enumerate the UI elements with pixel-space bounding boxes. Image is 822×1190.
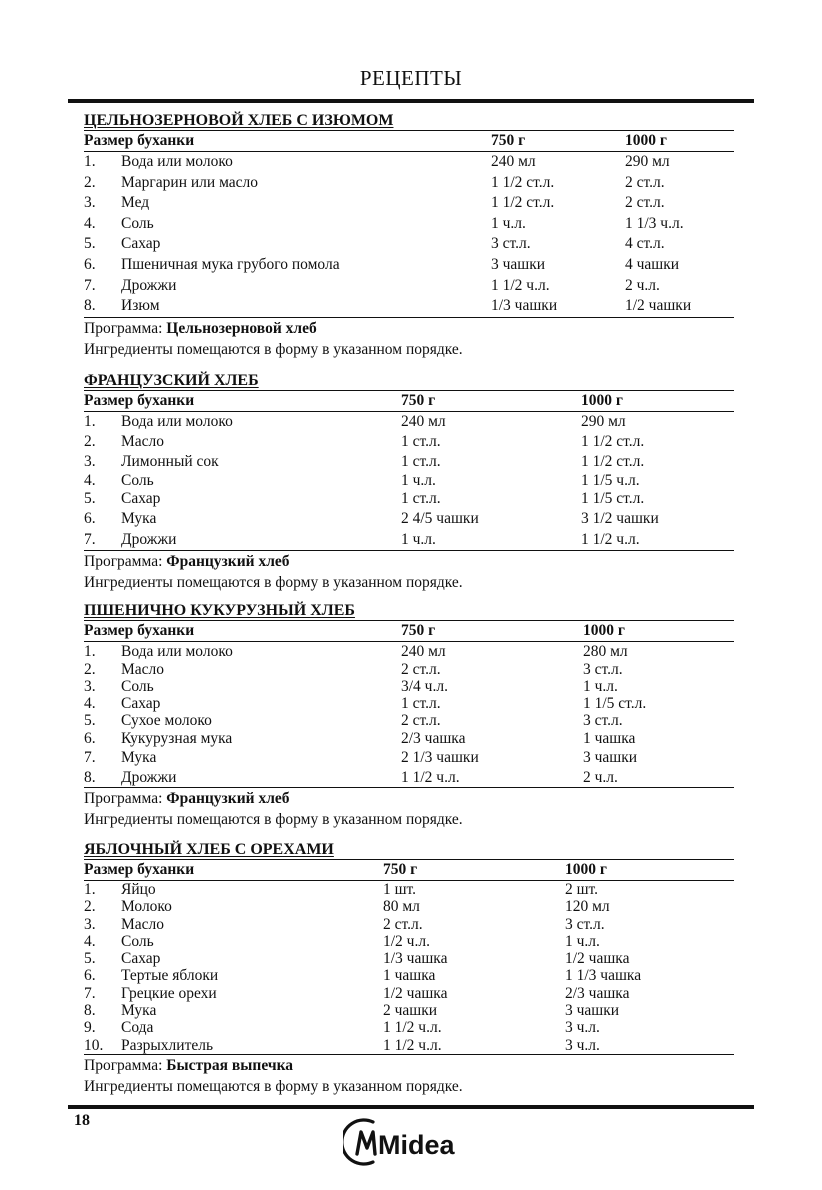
table-row — [84, 748, 734, 768]
recipe-title: ПШЕНИЧНО КУКУРУЗНЫЙ ХЛЕБ — [84, 602, 355, 619]
table-row — [84, 1019, 734, 1036]
amount-750: 2 1/3 чашки — [401, 749, 479, 766]
program-label: Программа: — [84, 553, 167, 570]
amount-750: 1 ст.л. — [401, 490, 441, 507]
header-750: 750 г — [491, 132, 526, 149]
table-row — [84, 234, 734, 255]
ingredients-table — [84, 859, 734, 1055]
recipe-title: ЦЕЛЬНОЗЕРНОВОЙ ХЛЕБ С ИЗЮМОМ — [84, 112, 394, 129]
header-1000: 1000 г — [583, 622, 625, 639]
table-body — [84, 412, 734, 550]
recipe-section — [84, 841, 734, 1097]
ingredient-name: Сода — [121, 1019, 154, 1037]
ingredient-name: Лимонный сок — [121, 453, 219, 470]
program-label: Программа: — [84, 1056, 167, 1074]
amount-1000: 1 ч.л. — [583, 678, 618, 695]
amount-750: 2 чашки — [383, 1002, 438, 1020]
amount-750: 1/3 чашки — [491, 297, 558, 315]
header-loaf-size: Размер буханки — [84, 392, 195, 409]
ingredient-name: Дрожжи — [121, 769, 177, 786]
table-row — [84, 712, 734, 729]
ingredient-number: 3. — [84, 453, 96, 470]
table-row — [84, 276, 734, 297]
table-header — [84, 621, 734, 642]
amount-1000: 2 ст.л. — [625, 194, 665, 212]
ingredient-name: Пшеничная мука грубого помола — [121, 255, 340, 273]
amount-1000: 290 мл — [625, 153, 670, 170]
ingredient-number: 5. — [84, 712, 96, 729]
table-row — [84, 432, 734, 451]
amount-1000: 290 мл — [581, 413, 626, 430]
amount-750: 1 ст.л. — [401, 453, 441, 470]
amount-750: 1 1/2 ч.л. — [383, 1019, 442, 1037]
ingredient-name: Дрожжи — [121, 276, 177, 294]
ingredient-name: Яйцо — [121, 881, 156, 898]
table-row — [84, 642, 734, 661]
recipe-title: ФРАНЦУЗСКИЙ ХЛЕБ — [84, 372, 259, 389]
program-name: Быстрая выпечка — [166, 1056, 294, 1074]
amount-750: 1 1/2 ч.л. — [491, 276, 550, 294]
table-body — [84, 881, 734, 1054]
ingredient-number: 4. — [84, 472, 96, 489]
table-row — [84, 489, 734, 508]
ingredients-table — [84, 390, 734, 551]
amount-750: 1/2 ч.л. — [383, 932, 430, 950]
amount-1000: 2 ч.л. — [583, 769, 618, 786]
amount-1000: 1 1/5 ч.л. — [581, 472, 640, 489]
amount-750: 240 мл — [401, 413, 446, 430]
table-row — [84, 916, 734, 933]
amount-750: 1 1/2 ст.л. — [491, 173, 555, 191]
ingredient-number: 6. — [84, 730, 96, 747]
ingredient-number: 7. — [84, 749, 96, 766]
ingredient-name: Мед — [121, 194, 150, 212]
program-line — [84, 788, 734, 809]
amount-750: 240 мл — [401, 643, 446, 660]
table-row — [84, 695, 734, 712]
amount-750: 3 чашки — [491, 255, 546, 273]
bottom-rule — [68, 1105, 754, 1109]
amount-750: 80 мл — [383, 898, 420, 916]
midea-logo — [343, 1118, 483, 1166]
ingredient-number: 7. — [84, 531, 96, 548]
ingredient-name: Мука — [121, 1002, 157, 1020]
table-row — [84, 933, 734, 950]
page-title: РЕЦЕПТЫ — [359, 66, 463, 90]
amount-750: 1 ч.л. — [401, 472, 436, 489]
ingredient-name: Вода или молоко — [121, 413, 233, 430]
header-loaf-size: Размер буханки — [84, 132, 195, 149]
amount-750: 1 1/2 ч.л. — [383, 1036, 442, 1054]
amount-750: 1 ч.л. — [401, 531, 436, 548]
ingredient-name: Масло — [121, 433, 165, 450]
ingredient-name: Сухое молоко — [121, 712, 212, 729]
program-line — [84, 1055, 734, 1076]
table-row — [84, 898, 734, 915]
table-row — [84, 1037, 734, 1054]
ingredient-number: 9. — [84, 1019, 96, 1037]
table-row — [84, 472, 734, 489]
table-row — [84, 508, 734, 529]
ingredient-name: Соль — [121, 932, 154, 950]
table-row — [84, 214, 734, 235]
ingredient-name: Разрыхлитель — [121, 1036, 214, 1054]
amount-1000: 1 1/5 ст.л. — [583, 695, 647, 712]
ingredient-name: Сахар — [121, 950, 161, 968]
table-row — [84, 412, 734, 432]
ingredient-name: Маргарин или масло — [121, 173, 259, 191]
table-row — [84, 173, 734, 194]
ingredient-number: 3. — [84, 194, 96, 212]
ingredient-name: Вода или молоко — [121, 643, 233, 660]
ingredient-number: 10. — [84, 1036, 104, 1054]
ingredient-name: Мука — [121, 749, 157, 766]
amount-1000: 1 1/5 ст.л. — [581, 490, 645, 507]
program-name: Французкий хлеб — [166, 553, 290, 570]
table-row — [84, 296, 734, 317]
amount-1000: 2/3 чашка — [565, 984, 630, 1002]
table-row — [84, 985, 734, 1002]
amount-1000: 1/2 чашки — [625, 297, 692, 315]
instruction-text: Ингредиенты помещаются в форму в указанном порядке. — [84, 340, 463, 358]
table-header — [84, 131, 734, 152]
amount-1000: 2 ч.л. — [625, 276, 660, 294]
ingredient-number: 3. — [84, 915, 96, 933]
ingredient-name: Сахар — [121, 490, 161, 507]
amount-1000: 1/2 чашка — [565, 950, 630, 968]
ingredient-number: 8. — [84, 297, 96, 315]
amount-750: 1 ч.л. — [491, 214, 526, 232]
amount-1000: 3 ст.л. — [583, 661, 623, 678]
amount-750: 240 мл — [491, 153, 536, 170]
amount-750: 1 1/2 ст.л. — [491, 194, 555, 212]
amount-1000: 3 чашки — [583, 749, 638, 766]
table-row — [84, 451, 734, 472]
amount-750: 1 чашка — [383, 967, 436, 985]
header-1000: 1000 г — [625, 132, 667, 149]
header-loaf-size: Размер буханки — [84, 861, 195, 878]
instruction-text: Ингредиенты помещаются в форму в указанном порядке. — [84, 574, 463, 591]
ingredient-number: 7. — [84, 984, 96, 1002]
amount-750: 2 ст.л. — [383, 915, 423, 933]
amount-1000: 3 ст.л. — [565, 915, 605, 933]
ingredients-table — [84, 130, 734, 318]
ingredient-number: 5. — [84, 490, 96, 507]
program-name: Французкий хлеб — [166, 790, 290, 807]
table-row — [84, 661, 734, 678]
recipe-section — [84, 372, 734, 593]
instruction-text: Ингредиенты помещаются в форму в указанном порядке. — [84, 1077, 463, 1095]
table-header — [84, 391, 734, 412]
ingredient-number: 1. — [84, 413, 96, 430]
ingredient-number: 2. — [84, 661, 96, 678]
amount-750: 1 1/2 ч.л. — [401, 769, 460, 786]
recipe-section — [84, 112, 734, 360]
amount-750: 3/4 ч.л. — [401, 678, 448, 695]
program-line — [84, 551, 734, 572]
ingredient-number: 3. — [84, 678, 96, 695]
ingredient-name: Соль — [121, 472, 154, 489]
amount-750: 2 ст.л. — [401, 712, 441, 729]
ingredient-name: Масло — [121, 661, 165, 678]
amount-1000: 1 1/2 ч.л. — [581, 531, 640, 548]
table-row — [84, 768, 734, 787]
ingredient-number: 8. — [84, 769, 96, 786]
amount-1000: 1 ч.л. — [565, 932, 600, 950]
program-label: Программа: — [84, 319, 167, 337]
ingredient-number: 7. — [84, 276, 96, 294]
table-row — [84, 529, 734, 550]
ingredient-name: Тертые яблоки — [121, 967, 219, 985]
amount-1000: 1 1/3 чашка — [565, 967, 642, 985]
amount-1000: 4 чашки — [625, 255, 680, 273]
amount-1000: 1 1/3 ч.л. — [625, 214, 684, 232]
header-1000: 1000 г — [565, 861, 607, 878]
amount-1000: 1 1/2 ст.л. — [581, 453, 645, 470]
amount-1000: 280 мл — [583, 643, 628, 660]
ingredient-name: Грецкие орехи — [121, 984, 217, 1002]
table-row — [84, 255, 734, 276]
table-row — [84, 950, 734, 967]
ingredient-number: 2. — [84, 433, 96, 450]
ingredient-name: Молоко — [121, 898, 172, 916]
top-rule — [68, 99, 754, 103]
header-750: 750 г — [383, 861, 418, 878]
program-name: Цельнозерновой хлеб — [166, 319, 317, 337]
ingredient-number: 2. — [84, 173, 96, 191]
ingredient-number: 8. — [84, 1002, 96, 1020]
ingredient-number: 5. — [84, 950, 96, 968]
table-row — [84, 1002, 734, 1019]
amount-1000: 1 чашка — [583, 730, 636, 747]
amount-750: 1 ст.л. — [401, 695, 441, 712]
program-label: Программа: — [84, 790, 167, 807]
amount-1000: 3 1/2 чашки — [581, 510, 659, 527]
amount-1000: 3 чашки — [565, 1002, 620, 1020]
header-1000: 1000 г — [581, 392, 623, 409]
table-row — [84, 193, 734, 214]
table-row — [84, 678, 734, 695]
ingredient-name: Масло — [121, 915, 165, 933]
page-number: 18 — [74, 1112, 90, 1129]
amount-750: 2 4/5 чашки — [401, 510, 479, 527]
ingredient-number: 4. — [84, 214, 96, 232]
amount-1000: 120 мл — [565, 898, 610, 916]
ingredient-number: 4. — [84, 932, 96, 950]
recipe-section — [84, 602, 734, 830]
ingredient-name: Соль — [121, 678, 154, 695]
amount-1000: 3 ст.л. — [583, 712, 623, 729]
amount-1000: 3 ч.л. — [565, 1036, 600, 1054]
amount-1000: 4 ст.л. — [625, 235, 665, 253]
header-750: 750 г — [401, 392, 436, 409]
ingredient-name: Кукурузная мука — [121, 730, 233, 747]
ingredient-number: 1. — [84, 643, 96, 660]
ingredient-number: 6. — [84, 510, 96, 527]
ingredient-name: Изюм — [121, 297, 160, 315]
amount-750: 1/3 чашка — [383, 950, 448, 968]
logo-wordmark: Midea — [378, 1130, 455, 1160]
amount-1000: 2 ст.л. — [625, 173, 665, 191]
ingredient-name: Дрожжи — [121, 531, 177, 548]
header-loaf-size: Размер буханки — [84, 622, 195, 639]
amount-1000: 1 1/2 ст.л. — [581, 433, 645, 450]
ingredient-number: 6. — [84, 967, 96, 985]
instruction-text: Ингредиенты помещаются в форму в указанном порядке. — [84, 811, 463, 828]
ingredient-number: 1. — [84, 153, 96, 170]
ingredient-number: 2. — [84, 898, 96, 916]
amount-750: 1/2 чашка — [383, 984, 448, 1002]
ingredient-number: 4. — [84, 695, 96, 712]
amount-750: 2 ст.л. — [401, 661, 441, 678]
ingredient-name: Сахар — [121, 695, 161, 712]
recipe-title: ЯБЛОЧНЫЙ ХЛЕБ С ОРЕХАМИ — [84, 841, 334, 858]
ingredient-number: 1. — [84, 881, 96, 898]
header-750: 750 г — [401, 622, 436, 639]
table-row — [84, 881, 734, 898]
ingredient-name: Соль — [121, 214, 154, 232]
ingredient-number: 6. — [84, 255, 96, 273]
amount-750: 2/3 чашка — [401, 730, 466, 747]
amount-750: 1 шт. — [383, 881, 417, 898]
amount-1000: 2 шт. — [565, 881, 599, 898]
table-body — [84, 152, 734, 317]
ingredients-table — [84, 620, 734, 788]
program-line — [84, 318, 734, 339]
table-row — [84, 967, 734, 984]
ingredient-name: Вода или молоко — [121, 153, 233, 170]
table-header — [84, 860, 734, 881]
amount-1000: 3 ч.л. — [565, 1019, 600, 1037]
table-row — [84, 729, 734, 748]
amount-750: 3 ст.л. — [491, 235, 531, 253]
ingredient-name: Мука — [121, 510, 157, 527]
amount-750: 1 ст.л. — [401, 433, 441, 450]
ingredient-number: 5. — [84, 235, 96, 253]
ingredient-name: Сахар — [121, 235, 161, 253]
table-body — [84, 642, 734, 787]
table-row — [84, 152, 734, 173]
